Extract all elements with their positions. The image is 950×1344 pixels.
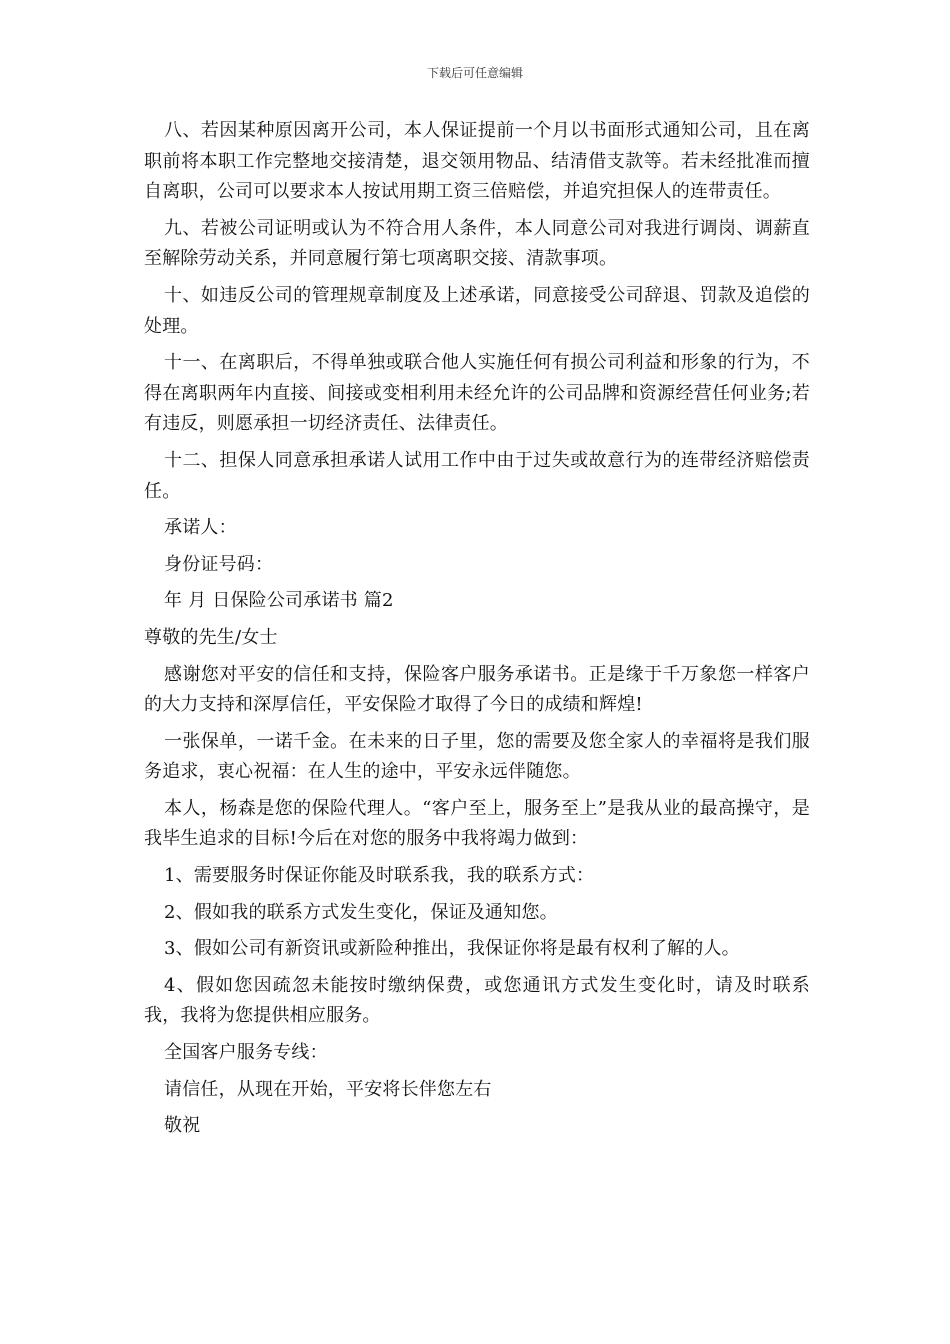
paragraph-agent-intro: 本人，杨森是您的保险代理人。“客户至上，服务至上”是我从业的最高操守，是我毕生追求的目标!今后在对您的服务中我将竭力做到： [144,797,810,850]
closing-regards: 敬祝 [164,1115,201,1137]
list-item-3: 3、假如公司有新资讯或新险种推出，我保证你将是最有权利了解的人。 [164,938,740,960]
list-item-4: 4、假如您因疏忽未能按时缴纳保费，或您通讯方式发生变化时，请及时联系我，我将为您提供相应服务。 [144,974,810,1027]
closing-trust-line: 请信任，从现在开始，平安将长伴您左右 [164,1078,492,1100]
paragraph-promise: 一张保单，一诺千金。在未来的日子里，您的需要及您全家人的幸福将是我们服务追求，衷心祝福：在人生的途中，平安永远伴随您。 [144,730,810,783]
paragraph-clause-12: 十二、担保人同意承担承诺人试用工作中由于过失或故意行为的连带经济赔偿责任。 [144,449,810,502]
list-item-2: 2、假如我的联系方式发生变化，保证及通知您。 [164,901,558,923]
list-item-1: 1、需要服务时保证你能及时联系我，我的联系方式： [164,865,595,887]
id-number-line: 身份证号码： [164,553,274,575]
paragraph-clause-8: 八、若因某种原因离开公司，本人保证提前一个月以书面形式通知公司，且在离职前将本职工作完整地交接清楚，退交领用物品、结清借支款等。若未经批准而擅自离职，公司可以要求本人按试用期工资三倍赔偿，并追究担保人的连带责任。 [144,120,810,203]
page-header: 下载后可任意编辑 [426,66,523,80]
service-hotline-line: 全国客户服务专线： [164,1042,328,1064]
paragraph-clause-11: 十一、在离职后，不得单独或联合他人实施任何有损公司利益和形象的行为，不得在离职两年内直接、间接或变相利用未经允许的公司品牌和资源经营任何业务;若有违反，则愿承担一切经济责任、法律责任。 [144,352,810,435]
paragraph-clause-10: 十、如违反公司的管理规章制度及上述承诺，同意接受公司辞退、罚款及追偿的处理。 [144,284,810,337]
salutation: 尊敬的先生/女士 [144,626,278,648]
document-body [144,116,810,1142]
promisor-line: 承诺人： [164,517,237,539]
date-and-section-title: 年 月 日保险公司承诺书 篇2 [164,590,394,612]
paragraph-clause-9: 九、若被公司证明或认为不符合用人条件，本人同意公司对我进行调岗、调薪直至解除劳动关系，并同意履行第七项离职交接、清款事项。 [144,217,810,270]
paragraph-thanks: 感谢您对平安的信任和支持，保险客户服务承诺书。正是缘于千万象您一样客户的大力支持和深厚信任，平安保险才取得了今日的成绩和辉煌! [144,663,810,716]
